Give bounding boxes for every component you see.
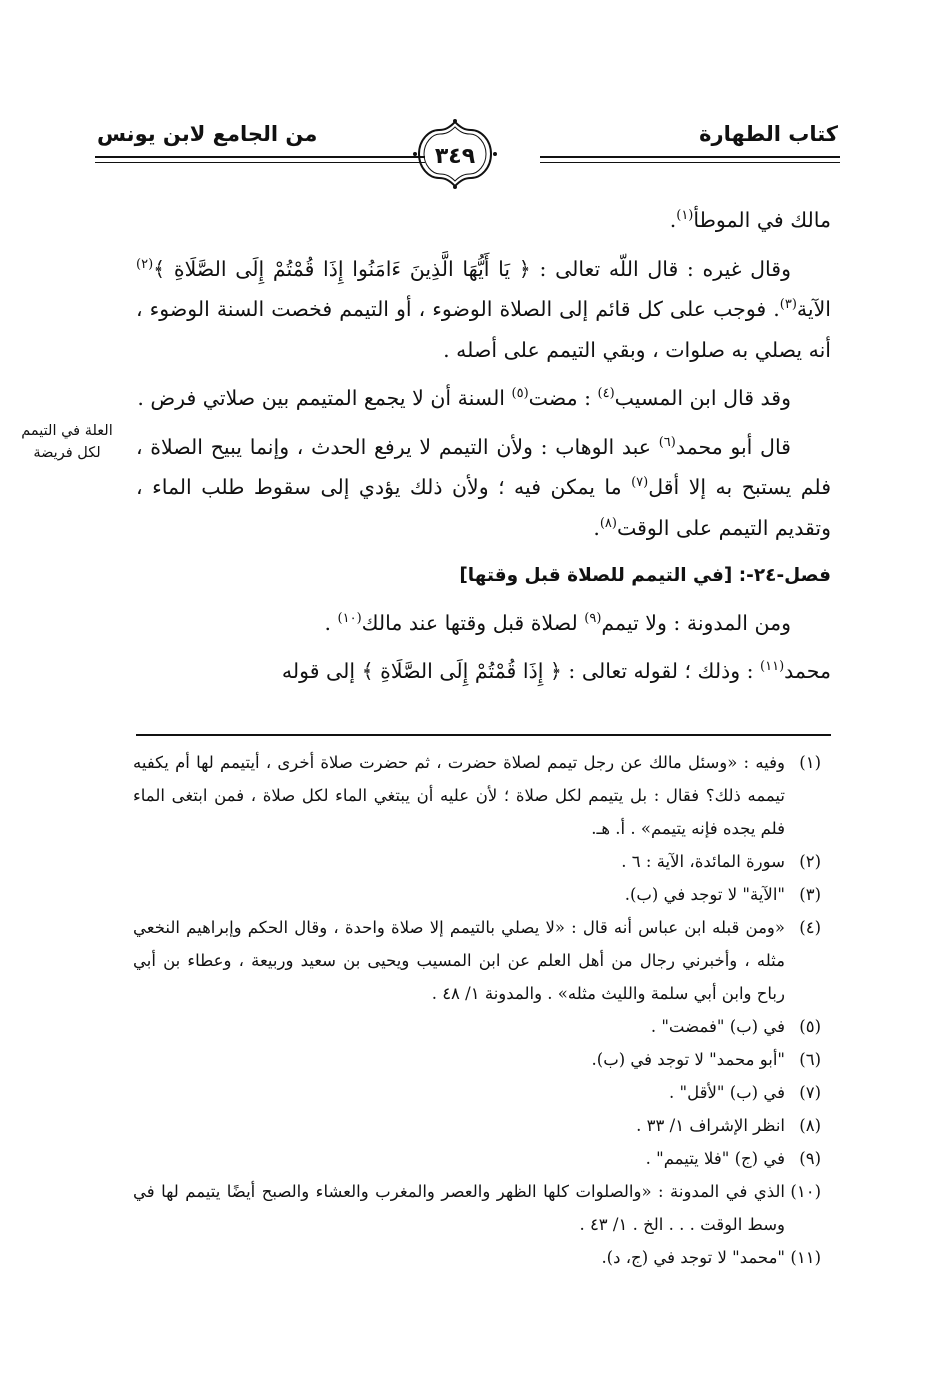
text-run: وقال غيره : قال اللّه تعالى : ﴿ يَا أَيُّهَا الَّذِينَ ءَامَنُوا إِذَا قُمْتُمْ إِلَى الصَّلَاةِ ﴾ xyxy=(153,256,791,281)
footnote-text: انظر الإشراف ١/ ٣٣ . xyxy=(636,1116,785,1135)
footnote-number: (٤) xyxy=(799,918,821,937)
footnote-number: (١٠) xyxy=(790,1182,821,1201)
footnote-ref: (١١) xyxy=(760,659,785,675)
footnote-separator xyxy=(136,734,831,736)
text-run: لصلاة قبل وقتها عند مالك xyxy=(361,610,585,635)
text-run: وقد قال ابن المسيب xyxy=(614,386,791,410)
footnote-number: (٨) xyxy=(799,1116,821,1135)
footnote-number: (٥) xyxy=(799,1017,821,1036)
footnote-ref: (٥) xyxy=(511,386,529,402)
footnote xyxy=(133,1142,821,1175)
text-run: : وذلك ؛ لقوله تعالى : ﴿ إِذَا قُمْتُمْ إِلَى الصَّلَاةِ ﴾ إلى قوله xyxy=(281,659,761,683)
margin-note xyxy=(17,420,117,464)
footnotes xyxy=(133,746,821,1274)
footnote-text: وفيه : «وسئل مالك عن رجل تيمم لصلاة حضرت ، ثم حضرت صلاة أخرى ، أيتيمم لها أم يكفيه تيممه ذلك؟ فقال : بل يتيمم لكل صلاة ؛ لأن عليه أن يبتغي الماء لكل صلاة ، فمن ابتغى الماء فلم يجده فإنه يتيمم» . أ. هـ. xyxy=(133,753,785,838)
footnote xyxy=(133,1241,821,1274)
footnote-number: (٩) xyxy=(799,1149,821,1168)
footnote-text: الذي في المدونة : «والصلوات كلها الظهر والعصر والمغرب والعشاء والصبح أيضًا يتيمم لها في وسط الوقت . . . الخ . ١/ ٤٣ . xyxy=(133,1182,785,1234)
footnote-ref: (٤) xyxy=(597,386,615,402)
text-run: قال أبو محمد xyxy=(675,434,791,459)
page-header xyxy=(95,118,840,188)
footnote-ref: (٣) xyxy=(779,297,797,313)
page-number: ٣٤٩ xyxy=(434,144,476,169)
footnote-text: "الآية" لا توجد في (ب). xyxy=(624,885,785,904)
text-run: . xyxy=(324,610,338,635)
paragraph xyxy=(136,378,831,419)
paragraph: مالك في الموطأ$^{(١)}$. xyxy=(669,208,831,232)
text-run: عبد الوهاب : ولأن التيمم لا يرفع الحدث ، وإنما يبيح الصلاة ، فلم يستبح به إلا أقل xyxy=(136,434,831,499)
footnote xyxy=(133,1043,821,1076)
footnote-text: سورة المائدة، الآية : ٦ . xyxy=(621,852,785,871)
text-run: السنة أن لا يجمع المتيمم بين صلاتي فرض . xyxy=(137,386,512,410)
footnote-ref: (٦) xyxy=(658,434,676,450)
footnote-number: (٧) xyxy=(799,1083,821,1102)
page-number-ornament xyxy=(405,118,505,190)
header-rule xyxy=(540,156,840,158)
header-rule xyxy=(95,162,425,163)
text-run: مالك في الموطأ xyxy=(693,208,831,232)
footnote xyxy=(133,911,821,1010)
text-run: الآية xyxy=(796,297,831,321)
text-run: ما يمكن فيه ؛ ولأن ذلك يؤدي إلى سقوط طلب الماء ، وتقديم التيمم على الوقت xyxy=(136,475,831,540)
source-title: من الجامع لابن يونس xyxy=(97,122,318,146)
text-run: . فوجب على كل قائم إلى الصلاة الوضوء ، أو التيمم فخصت السنة الوضوء ، أنه يصلي به صلوات ، وبقي التيمم على أصله . xyxy=(136,297,831,362)
footnote-ref: (١٠) xyxy=(337,610,362,626)
footnote-number: (٣) xyxy=(799,885,821,904)
footnote xyxy=(133,746,821,845)
footnote-ref: (١) xyxy=(676,208,694,224)
book-title: كتاب الطهارة xyxy=(699,122,838,146)
footnote xyxy=(133,1175,821,1241)
footnote-text: "محمد" لا توجد في (ج، د). xyxy=(601,1248,785,1267)
footnote-text: «ومن قبله ابن عباس أنه قال : «لا يصلي بالتيمم إلا صلاة واحدة ، وقال الحكم وإبراهيم النخعي مثله ، وأخبرني رجال من أهل العلم عن ابن المسيب ويحيى بن سعيد وربيعة ، وعطاء بن أبي رباح وابن أبي سلمة والليث مثله» . والمدونة ١/ ٤٨ . xyxy=(133,918,785,1003)
footnote-ref: (٨) xyxy=(599,515,617,531)
footnote-number: (١١) xyxy=(790,1248,821,1267)
footnote-text: "أبو محمد" لا توجد في (ب). xyxy=(591,1050,785,1069)
footnote xyxy=(133,1010,821,1043)
footnote-ref: (٩) xyxy=(584,610,602,626)
text-run: ومن المدونة : ولا تيمم xyxy=(601,610,791,635)
main-text xyxy=(136,200,831,700)
text-run: : مضت xyxy=(528,386,598,410)
footnote-number: (١) xyxy=(799,753,821,772)
margin-note-line: لكل فريضة xyxy=(33,445,101,461)
footnote xyxy=(133,845,821,878)
footnote-text: في (ب) "لأقل" . xyxy=(669,1083,785,1102)
margin-note-line: العلة في التيمم xyxy=(21,423,113,439)
footnote-ref: (٧) xyxy=(631,475,649,491)
footnote xyxy=(133,878,821,911)
paragraph xyxy=(136,651,831,692)
paragraph xyxy=(136,603,831,644)
section-heading: فصل-٢٤-: [في التيمم للصلاة قبل وقتها] xyxy=(459,565,831,586)
footnote-text: في (ج) "فلا يتيمم" . xyxy=(645,1149,785,1168)
paragraph xyxy=(136,427,831,549)
text-run: محمد xyxy=(784,659,831,683)
header-rule xyxy=(540,162,840,163)
footnote xyxy=(133,1076,821,1109)
footnote-ref: (٢) xyxy=(136,256,154,272)
footnote-number: (٦) xyxy=(799,1050,821,1069)
footnote-text: في (ب) "فمضت" . xyxy=(650,1017,785,1036)
paragraph xyxy=(136,249,831,371)
text-run: . xyxy=(593,515,600,540)
header-rule xyxy=(95,156,425,158)
footnote xyxy=(133,1109,821,1142)
footnote-number: (٢) xyxy=(799,852,821,871)
